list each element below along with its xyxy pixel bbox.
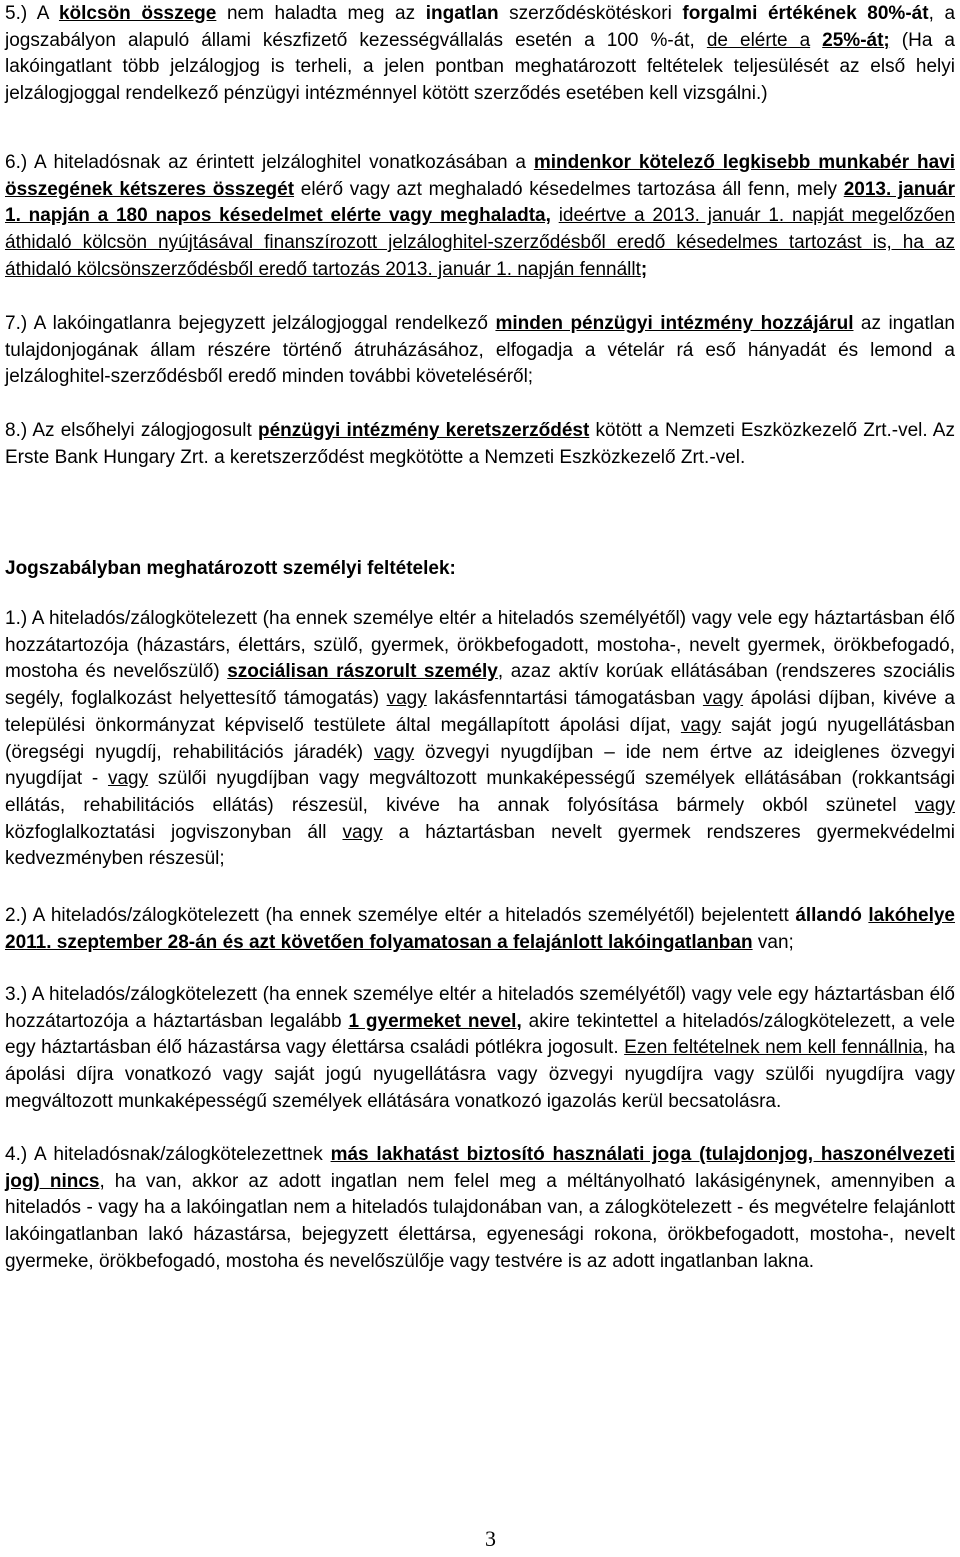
text-run: , ha ápolási díjra vonatkozó vagy saját jogú nyugellátásra vagy özvegyi nyugdíjra vagy szülői nyugdíjra vagy megváltozott munkaképességű személyek ellátására vonatkozó igazolás kerül becsatolásra. xyxy=(5,1037,955,1112)
text-run: özvegyi nyugdíjban – ide nem értve az ideiglenes özvegyi nyugdíjat - xyxy=(5,741,955,790)
paragraph-8 xyxy=(5,418,955,471)
paragraph-7 xyxy=(5,311,955,391)
text-run: szülői nyugdíjban vagy megváltozott munkaképességű személyek ellátásában (rokkantsági ellátás, rehabilitációs ellátás) részesül, kivéve ha annak folyósítása bármely okból szünetel xyxy=(5,768,956,816)
text-run: vagy xyxy=(386,688,427,710)
text-run: vagy xyxy=(373,741,415,763)
text-run: kötött a Nemzeti Eszközkezelő Zrt.-vel. Az Erste Bank Hungary Zrt. a keretszerződést megkötötte a Nemzeti Eszközkezelő Zrt.-vel. xyxy=(5,420,955,468)
condition-3 xyxy=(5,982,955,1116)
section-heading: Jogszabályban meghatározott személyi feltételek: xyxy=(5,558,456,579)
condition-1 xyxy=(5,606,955,873)
text-run: vagy xyxy=(702,688,744,710)
text-run: kölcsön összege xyxy=(58,3,217,24)
text-run: mindenkor kötelező legkisebb munkabér havi összegének kétszeres összegét xyxy=(5,152,955,200)
text-run: ; xyxy=(640,258,648,280)
text-run: vagy xyxy=(107,768,149,790)
document-page xyxy=(5,0,955,1557)
text-run: minden pénzügyi intézmény hozzájárul xyxy=(495,313,854,334)
text-run: , azaz aktív korúak ellátásában (rendszeres szociális segély, foglalkozást helyettesítő támogatás) xyxy=(5,661,955,710)
text-run: 4.) A hiteladósnak/zálogkötelezettnek xyxy=(5,1144,331,1165)
text-run: nem haladta meg az xyxy=(216,3,426,24)
text-run: 3.) A hiteladós/zálogkötelezett (ha ennek személye eltér a hiteladós személyétől) vagy vele egy háztartásban élő hozzátartozója a háztartásban legalább xyxy=(5,984,955,1032)
text-run: lakásfenntartási támogatásban xyxy=(426,688,703,710)
text-run: pénzügyi intézmény keretszerződést xyxy=(258,420,590,441)
text-run: (Ha a lakóingatlant több jelzálogjog is terheli, a jelen pontban meghatározott feltételek teljesülését az első helyi jelzálogjoggal rendelkező pénzügyi intézménnyel kötött szerződés esetében kell vizsgálni.) xyxy=(5,29,955,105)
text-run: elérő vagy azt meghaladó késedelmes tartozása áll fenn, mely xyxy=(294,178,844,200)
text-run: 7.) A lakóingatlanra bejegyzett jelzálogjoggal rendelkező xyxy=(5,313,496,334)
text-run: 8.) Az elsőhelyi zálogjogosult xyxy=(5,420,258,441)
text-run: 2013. január 1. napján a 180 napos késedelmet elérte vagy meghaladta, xyxy=(5,178,955,227)
text-run: szerződéskötéskori xyxy=(498,3,683,24)
text-run: 25%-át; xyxy=(822,29,890,51)
text-run: van; xyxy=(752,931,794,953)
text-run: forgalmi értékének 80%-át xyxy=(682,3,929,24)
page-number: 3 xyxy=(485,1526,496,1551)
text-run: 6.) A hiteladósnak az érintett jelzáloghitel vonatkozásában a xyxy=(5,152,534,173)
text-run xyxy=(551,205,559,226)
text-run: Ezen feltételnek nem kell fennállnia xyxy=(624,1037,924,1059)
text-run: vagy xyxy=(680,714,722,736)
text-run xyxy=(810,30,822,51)
text-run: vagy xyxy=(342,821,383,843)
text-run: ingatlan xyxy=(425,3,499,24)
paragraph-6 xyxy=(5,150,955,284)
text-run: , ha van, akkor az adott ingatlan nem felel meg a méltányolható lakásigénynek, amennyiben a hiteladós - vagy ha a lakóingatlan nem a hiteladós tulajdonában van, a zálogkötelezett - és megvételre felajánlott lakóingatlanban lakó házastársa, bejegyzett élettársa, egyenesági rokona, örökbefogadott, mostoha-, nevelt gyermeke, örökbefogadó, mostoha és nevelőszülője vagy testvére is az adott ingatlanban lakna. xyxy=(5,1170,955,1272)
text-run: a háztartásban nevelt gyermek rendszeres gyermekvédelmi kedvezményben részesül; xyxy=(5,821,955,870)
text-run: közfoglalkoztatási jogviszonyban áll xyxy=(5,821,343,843)
text-run: szociálisan rászorult személy xyxy=(227,661,498,683)
text-run: ápolási díjban, kivéve a települési önkormányzat képviselő testülete által megállapított ápolási díjat, xyxy=(5,688,955,736)
text-run: vagy xyxy=(914,794,955,816)
text-run: 2.) A hiteladós/zálogkötelezett (ha ennek személye eltér a hiteladós személyétől) bejelentett xyxy=(5,905,796,926)
condition-4 xyxy=(5,1142,955,1276)
paragraph-5 xyxy=(5,1,955,108)
text-run: akire tekintettel a hiteladós/zálogkötelezett, a vele egy háztartásban élő házastársa vagy élettársa családi pótlékra jogosult. xyxy=(5,1010,956,1059)
text-run: saját jogú nyugellátásban (öregségi nyugdíj, rehabilitációs járadék) xyxy=(5,714,956,763)
text-run: 1 gyermeket nevel, xyxy=(348,1010,522,1032)
text-run: az ingatlan tulajdonjogának állam részére történő átruházásához, elfogadja a vételár rá eső hányadát és lemond a jelzáloghitel-szerződésből eredő minden további követeléséről; xyxy=(5,313,955,388)
text-run: de elérte a xyxy=(706,29,811,51)
text-run: állandó xyxy=(795,905,862,926)
text-run: lakóhelye 2011. szeptember 28-án és azt követően folyamatosan a felajánlott lakóingatlanban xyxy=(5,905,955,953)
text-run: ideértve a 2013. január 1. napját megelőzően áthidaló kölcsön nyújtásával finanszírozott jelzáloghitel-szerződésből eredő késedelmes tartozást is, ha az áthidaló kölcsönszerződésből eredő tartozás 2013. január 1. napján fennállt xyxy=(5,205,956,280)
text-run: , a jogszabályon alapuló állami készfizető kezességvállalás esetén a 100 %-át, xyxy=(5,3,956,51)
condition-2 xyxy=(5,903,955,956)
text-run: 5.) A xyxy=(5,3,59,24)
text-run: más lakhatást biztosító használati joga (tulajdonjog, haszonélvezeti jog) nincs xyxy=(5,1144,956,1192)
text-run: 1.) A hiteladós/zálogkötelezett (ha ennek személye eltér a hiteladós személyétől) vagy vele egy háztartásban élő hozzátartozója (házastárs, élettárs, szülő, gyermek, örökbefogadott, mostoha-, nevelt gyermek, örökbefogadó, mostoha és nevelőszülő) xyxy=(5,608,955,683)
